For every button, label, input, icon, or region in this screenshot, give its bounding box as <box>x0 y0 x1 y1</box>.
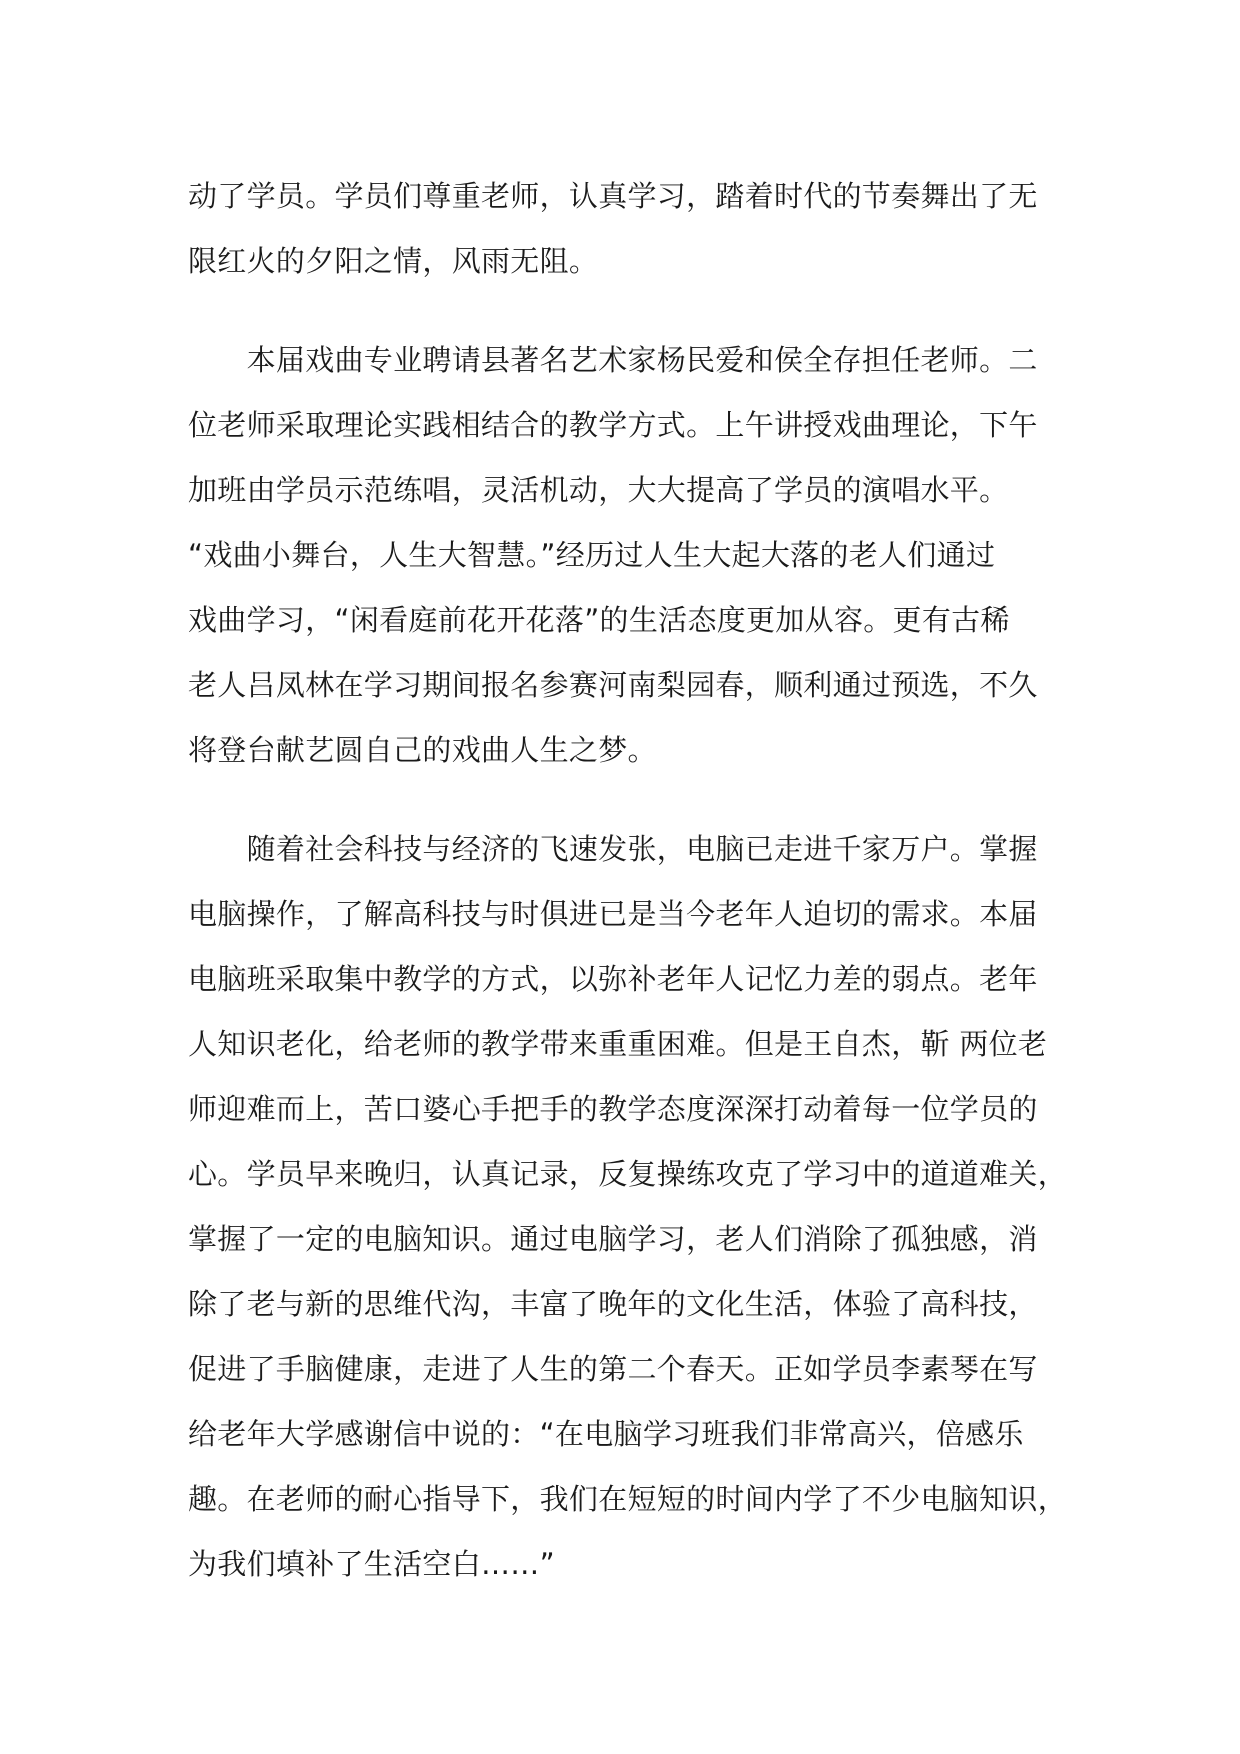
text-line: 电脑班采取集中教学的方式，以弥补老年人记忆力差的弱点。老年 <box>188 962 1038 996</box>
text-line: 位老师采取理论实践相结合的教学方式。上午讲授戏曲理论，下午 <box>188 408 1038 442</box>
text-line: 趣。在老师的耐心指导下，我们在短短的时间内学了不少电脑知识， <box>188 1482 1068 1516</box>
text-line: 为我们填补了生活空白……” <box>188 1547 555 1581</box>
text-line: 掌握了一定的电脑知识。通过电脑学习，老人们消除了孤独感，消 <box>188 1222 1038 1256</box>
text-line: 老人吕凤林在学习期间报名参赛河南梨园春，顺利通过预选，不久 <box>188 668 1038 702</box>
paragraph-1 <box>188 164 1068 294</box>
text-line: 限红火的夕阳之情，风雨无阻。 <box>188 244 599 278</box>
document-body <box>188 164 1068 1631</box>
text-line: 给老年大学感谢信中说的：“在电脑学习班我们非常高兴，倍感乐 <box>188 1417 1024 1451</box>
paragraph-2 <box>188 328 1068 783</box>
text-line: 促进了手脑健康，走进了人生的第二个春天。正如学员李素琴在写 <box>188 1352 1038 1386</box>
text-line: 人知识老化，给老师的教学带来重重困难。但是王自杰，靳 两位老 <box>188 1027 1048 1061</box>
text-line: 将登台献艺圆自己的戏曲人生之梦。 <box>188 733 657 767</box>
text-line: 戏曲学习，“闲看庭前花开花落”的生活态度更加从容。更有古稀 <box>188 603 1010 637</box>
text-line: 加班由学员示范练唱，灵活机动，大大提高了学员的演唱水平。 <box>188 473 1009 507</box>
paragraph-3 <box>188 817 1068 1597</box>
text-line: 心。学员早来晚归，认真记录，反复操练攻克了学习中的道道难关， <box>188 1157 1068 1191</box>
text-line: 电脑操作，了解高科技与时俱进已是当今老年人迫切的需求。本届 <box>188 897 1038 931</box>
text-line: 除了老与新的思维代沟，丰富了晚年的文化生活，体验了高科技， <box>188 1287 1038 1321</box>
text-line: “戏曲小舞台，人生大智慧。”经历过人生大起大落的老人们通过 <box>188 538 996 572</box>
text-line: 本届戏曲专业聘请县著名艺术家杨民爱和侯全存担任老师。二 <box>188 343 1038 377</box>
text-line: 动了学员。学员们尊重老师，认真学习，踏着时代的节奏舞出了无 <box>188 179 1038 213</box>
text-line: 随着社会科技与经济的飞速发张，电脑已走进千家万户。掌握 <box>188 832 1038 866</box>
text-line: 师迎难而上，苦口婆心手把手的教学态度深深打动着每一位学员的 <box>188 1092 1038 1126</box>
